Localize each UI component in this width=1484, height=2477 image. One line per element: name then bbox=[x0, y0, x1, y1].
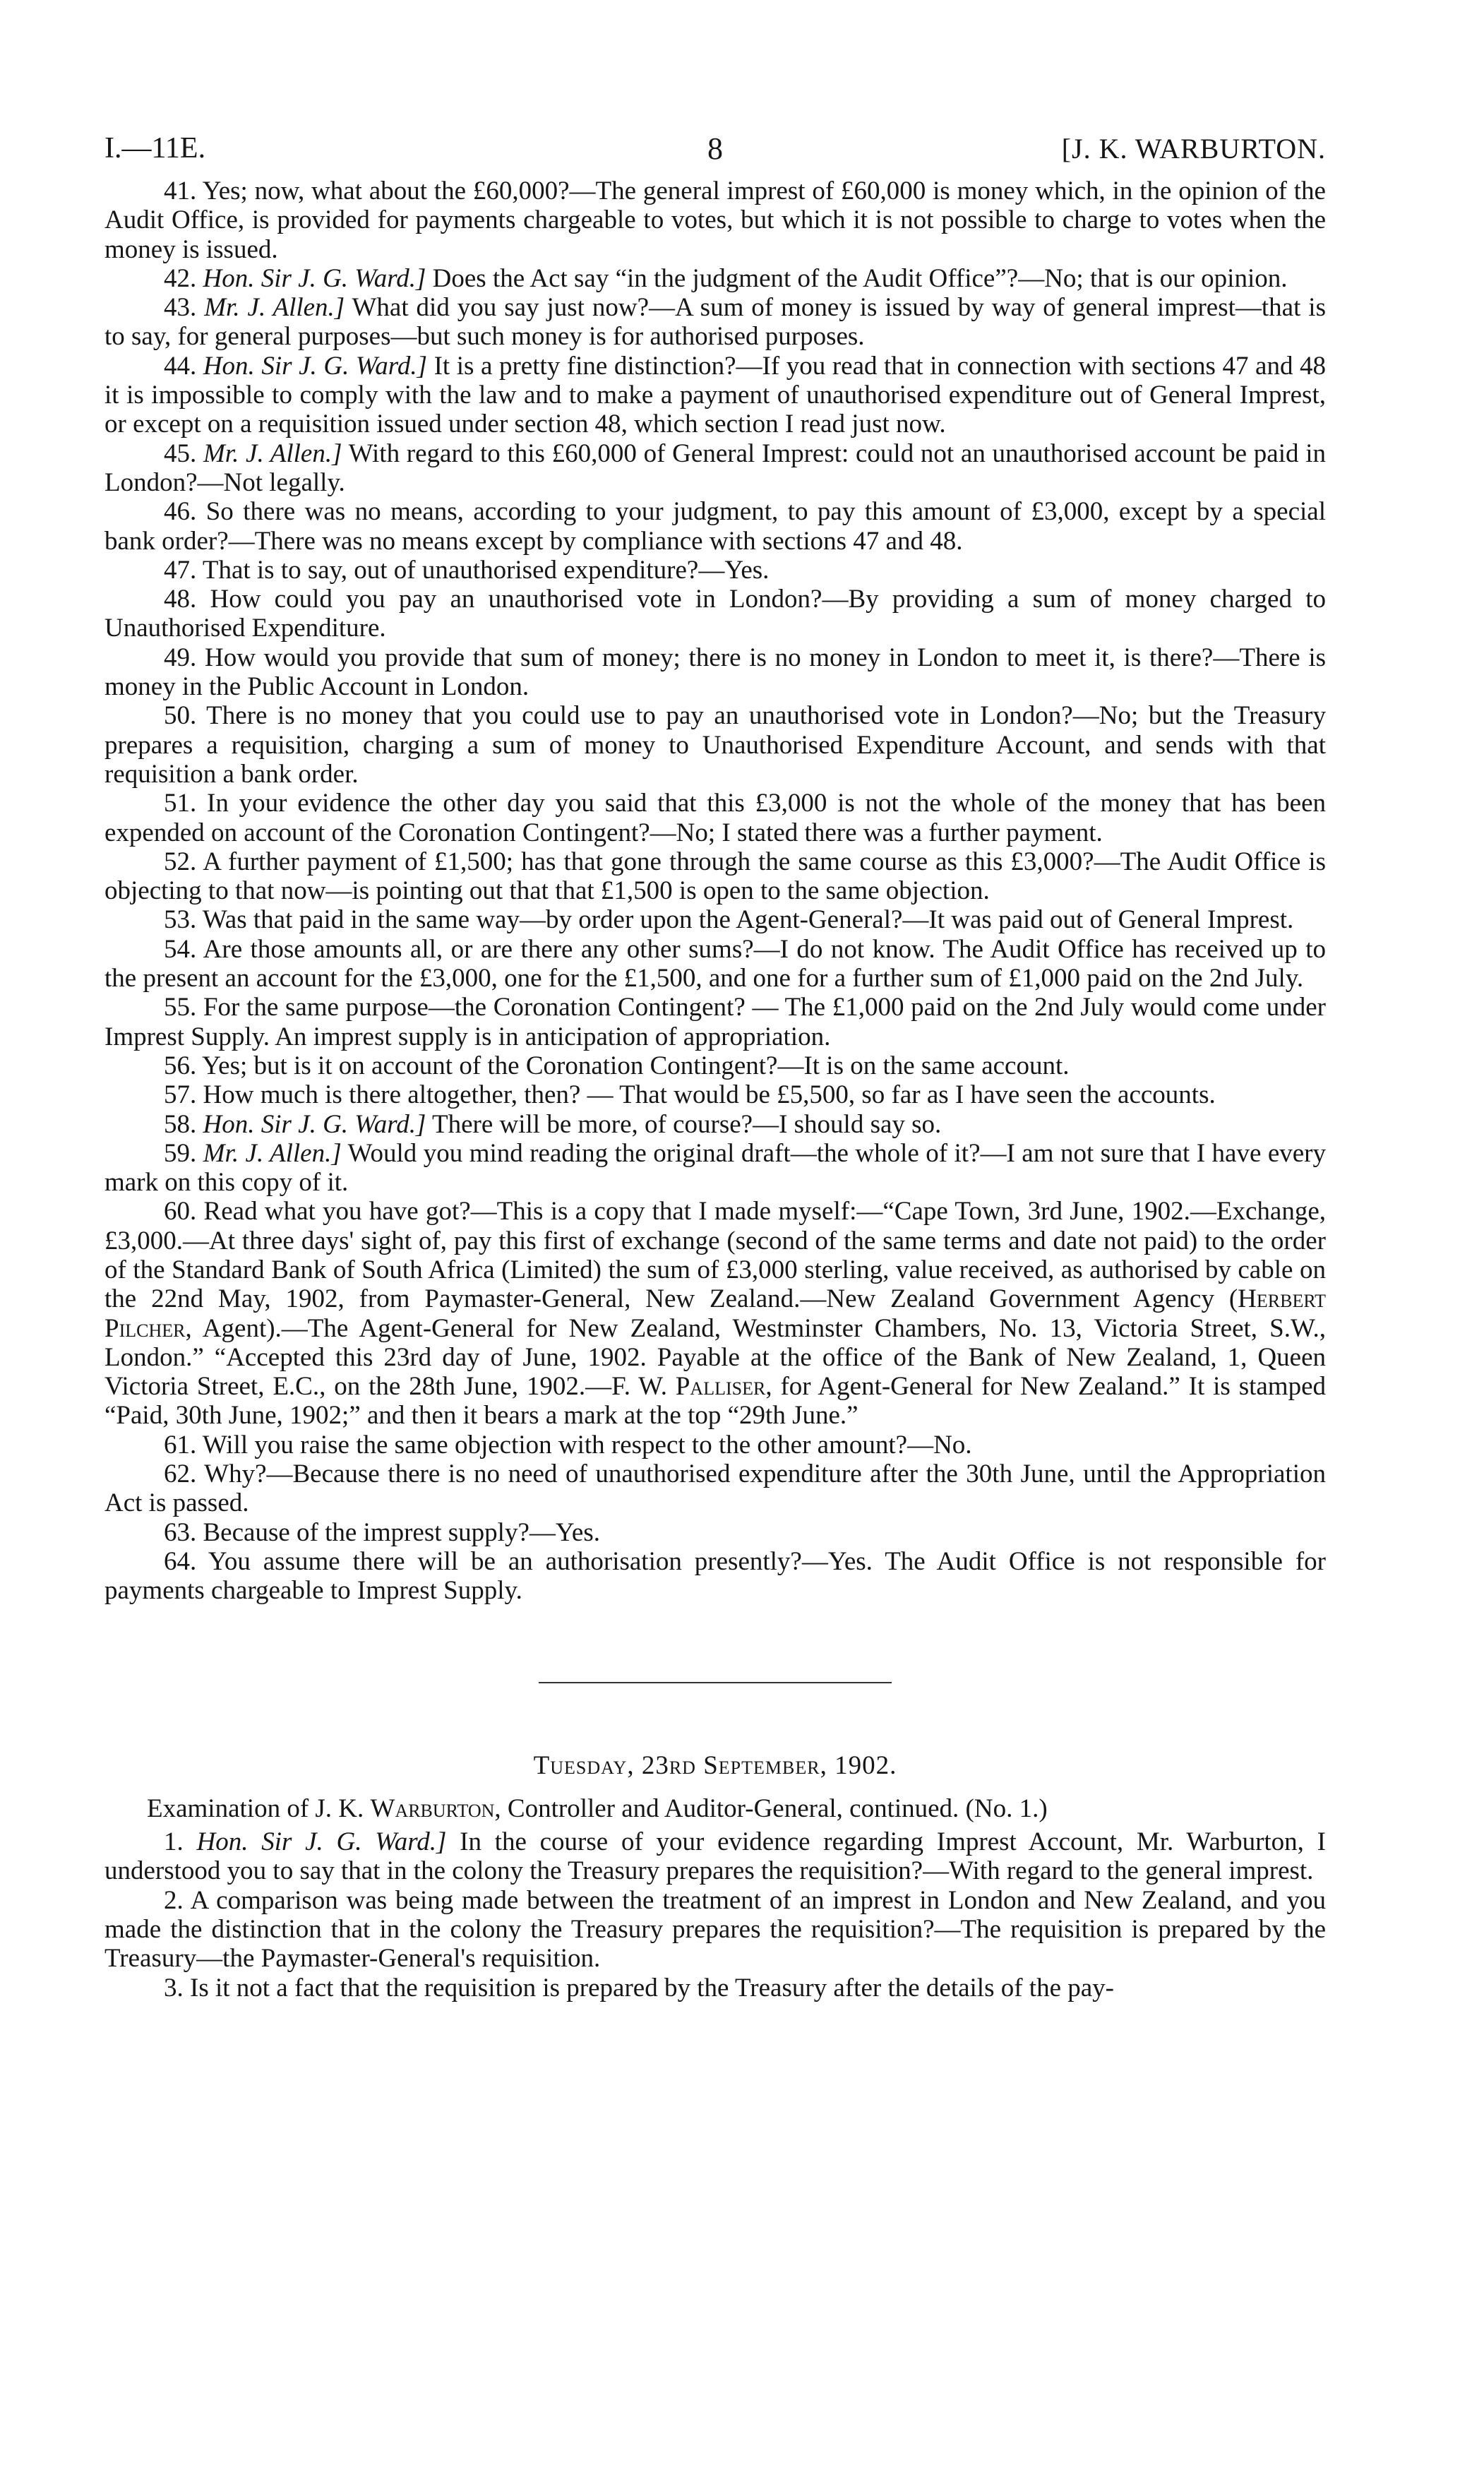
question-text: Is it not a fact that the requisition is prepared by the Treasury after the details of the pay- bbox=[190, 1973, 1115, 2003]
speaker-name: Hon. Sir J. G. Ward.] bbox=[203, 1109, 426, 1139]
question-text: That is to say, out of unauthorised expenditure?—Yes. bbox=[202, 555, 770, 585]
question-number: 44. bbox=[164, 351, 197, 381]
person-name: Warburton bbox=[370, 1793, 495, 1823]
question-paragraph bbox=[104, 1431, 1326, 1460]
question-text: Yes; now, what about the £60,000?—The general imprest of £60,000 is money which, in the opinion of the Audit Office, is provided for payments chargeable to votes, but which it is not possible to charge to votes when the money is issued. bbox=[104, 177, 1326, 264]
question-number: 54. bbox=[164, 934, 197, 964]
question-number: 43. bbox=[164, 293, 197, 323]
question-text: What did you say just now?—A sum of money is issued by way of general imprest—that is to say, for general purposes—but such money is for authorised purposes. bbox=[104, 293, 1326, 352]
speaker-name: Hon. Sir J. G. Ward.] bbox=[203, 263, 426, 293]
person-name: Palliser bbox=[675, 1372, 766, 1402]
date-heading: Tuesday, 23rd September, 1902. bbox=[533, 1750, 897, 1780]
question-text: Does the Act say “in the judgment of the Audit Office”?—No; that is our opinion. bbox=[432, 263, 1288, 293]
question-text: , for Agent-General for New Zealand.” It is stamped “Paid, 30th June, 1902;” and then it bears a mark at the top “29th June.” bbox=[104, 1372, 1326, 1431]
question-number: 61. bbox=[164, 1430, 197, 1460]
question-text: Would you mind reading the original draft—the whole of it?—I am not sure that I have every mark on this copy of it. bbox=[104, 1138, 1326, 1198]
question-number: 53. bbox=[164, 905, 197, 935]
person-name: Herbert Pilcher bbox=[104, 1284, 1326, 1343]
question-paragraph bbox=[104, 1547, 1326, 1606]
question-paragraph bbox=[104, 1080, 1326, 1109]
question-paragraph bbox=[104, 177, 1326, 264]
question-paragraph bbox=[104, 789, 1326, 847]
question-text: In the course of your evidence regarding Imprest Account, Mr. Warburton, I understood you to say that in the colony the Treasury prepares the requisition?—With regard to the general imprest. bbox=[104, 1827, 1326, 1886]
question-paragraph bbox=[104, 643, 1326, 702]
questions-part-1 bbox=[104, 177, 1326, 1197]
question-text: , Agent).—The Agent-General for New Zealand, Westminster Chambers, No. 13, Victoria Street, S.W., London.” “Accepted this 23rd day of June, 1902. Payable at the office of the Bank of New Zealand, 1, Queen Victoria Street, E.C., on the 28th June, 1902.—F. W. bbox=[104, 1313, 1326, 1402]
question-text: Why?—Because there is no need of unauthorised expenditure after the 30th June, until the Appropriation Act is passed. bbox=[104, 1460, 1326, 1518]
speaker-name: Hon. Sir J. G. Ward.] bbox=[203, 351, 427, 381]
speaker-name: Hon. Sir J. G. Ward.] bbox=[196, 1827, 447, 1857]
question-60 bbox=[104, 1197, 1326, 1430]
question-text: Was that paid in the same way—by order upon the Agent-General?—It was paid out of General Imprest. bbox=[202, 905, 1294, 935]
question-text: You assume there will be an authorisation presently?—Yes. The Audit Office is not responsible for payments chargeable to Imprest Supply. bbox=[104, 1546, 1326, 1606]
question-text: With regard to this £60,000 of General Imprest: could not an unauthorised account be paid in London?—Not legally. bbox=[104, 438, 1327, 497]
question-number: 56. bbox=[164, 1051, 197, 1080]
question-number: 49. bbox=[164, 643, 197, 672]
question-number: 51. bbox=[164, 789, 197, 818]
question-number: 2. bbox=[164, 1885, 184, 1915]
questions-part-3 bbox=[104, 1827, 1326, 2003]
question-number: 59. bbox=[164, 1138, 197, 1168]
question-number: 45. bbox=[164, 438, 197, 468]
question-paragraph bbox=[104, 1518, 1326, 1547]
question-text: Yes; but is it on account of the Coronation Contingent?—It is on the same account. bbox=[202, 1051, 1070, 1080]
question-number: 46. bbox=[164, 497, 197, 527]
question-paragraph bbox=[104, 556, 1326, 585]
speaker-name: Mr. J. Allen.] bbox=[203, 438, 342, 468]
question-text: A further payment of £1,500; has that gone through the same course as this £3,000?—The Audit Office is objecting to that now—is pointing out that that £1,500 is open to the same objection. bbox=[104, 847, 1326, 906]
question-text: How much is there altogether, then? — That would be £5,500, so far as I have seen the accounts. bbox=[203, 1080, 1216, 1110]
section-divider bbox=[539, 1682, 892, 1683]
question-text: So there was no means, according to your judgment, to pay this amount of £3,000, except by a special bank order?—There was no means except by compliance with sections 47 and 48. bbox=[104, 497, 1327, 556]
question-paragraph bbox=[104, 847, 1326, 906]
question-number: 42. bbox=[164, 263, 197, 293]
question-text: In your evidence the other day you said that this £3,000 is not the whole of the money that has been expended on account of the Coronation Contingent?—No; I stated there was a further payment. bbox=[104, 789, 1327, 847]
question-number: 60. bbox=[164, 1197, 197, 1226]
question-paragraph bbox=[104, 1051, 1326, 1080]
question-text: A comparison was being made between the treatment of an imprest in London and New Zealand, and you made the distinction that in the colony the Treasury prepares the requisition?—The requisition is prepared by the Treasury—the Paymaster-General's requisition. bbox=[104, 1885, 1326, 1974]
question-paragraph bbox=[104, 935, 1326, 993]
questions-part-2 bbox=[104, 1431, 1326, 1606]
question-paragraph bbox=[104, 439, 1326, 498]
question-text: Are those amounts all, or are there any other sums?—I do not know. The Audit Office has received up to the present an account for the £3,000, one for the £1,500, and one for a further sum of £1,000 paid on the 2nd July. bbox=[104, 934, 1326, 993]
question-text: There is no money that you could use to pay an unauthorised vote in London?—No; but the Treasury prepares a requisition, charging a sum of money to Unauthorised Expenditure Account, and sends with that requisition a bank order. bbox=[104, 701, 1326, 789]
question-paragraph bbox=[104, 905, 1326, 934]
page-number: 8 bbox=[707, 131, 723, 166]
question-paragraph bbox=[104, 497, 1326, 556]
question-text: Will you raise the same objection with respect to the other amount?—No. bbox=[202, 1430, 972, 1460]
question-number: 3. bbox=[164, 1973, 184, 2003]
question-paragraph bbox=[104, 352, 1326, 439]
question-text: There will be more, of course?—I should say so. bbox=[432, 1109, 942, 1139]
page-header bbox=[104, 131, 1326, 177]
question-number: 50. bbox=[164, 701, 197, 731]
question-paragraph bbox=[104, 293, 1326, 352]
question-paragraph bbox=[104, 701, 1326, 789]
question-text: It is a pretty fine distinction?—If you read that in connection with sections 47 and 48 it is impossible to comply with the law and to make a payment of unauthorised expenditure out of General Imprest, or except on a requisition issued under section 48, which section I read just now. bbox=[104, 351, 1327, 439]
speaker-name: Mr. J. Allen.] bbox=[203, 1138, 342, 1168]
examination-heading: Examination of J. K. Warburton, Controller and Auditor-General, continued. (No. 1.) bbox=[147, 1793, 1048, 1823]
question-text: How would you provide that sum of money; there is no money in London to meet it, is there?—There is money in the Public Account in London. bbox=[104, 643, 1327, 702]
question-number: 55. bbox=[164, 993, 197, 1022]
question-paragraph bbox=[104, 1974, 1326, 2003]
question-text: For the same purpose—the Coronation Contingent? — The £1,000 paid on the 2nd July would come under Imprest Supply. An imprest supply is in anticipation of appropriation. bbox=[104, 993, 1326, 1051]
question-number: 41. bbox=[164, 177, 197, 205]
question-paragraph bbox=[104, 1110, 1326, 1139]
question-paragraph bbox=[104, 1886, 1326, 1974]
question-paragraph bbox=[104, 1460, 1326, 1518]
question-number: 58. bbox=[164, 1109, 197, 1139]
question-number: 57. bbox=[164, 1080, 197, 1110]
speaker-name: Mr. J. Allen.] bbox=[204, 293, 345, 323]
question-number: 63. bbox=[164, 1517, 197, 1547]
question-text: Read what you have got?—This is a copy that I made myself:—“Cape Town, 3rd June, 1902.—Exchange, £3,000.—At three days' sight of, pay this first of exchange (second of the same terms and date not paid) to the order of the Standard Bank of South Africa (Limited) the sum of £3,000 sterling, value received, as authorised by cable on the 22nd May, 1902, from Paymaster-General, New Zealand.—New Zealand Government Agency ( bbox=[104, 1197, 1327, 1314]
question-number: 48. bbox=[164, 585, 197, 614]
question-number: 62. bbox=[164, 1460, 197, 1489]
paper-reference: I.—11E. bbox=[104, 132, 206, 165]
question-number: 47. bbox=[164, 555, 197, 585]
question-paragraph bbox=[104, 1139, 1326, 1198]
document-page bbox=[104, 131, 1327, 2003]
question-paragraph bbox=[104, 585, 1326, 643]
question-paragraph bbox=[104, 264, 1326, 293]
question-paragraph bbox=[104, 1827, 1326, 1886]
question-number: 64. bbox=[164, 1546, 197, 1576]
witness-name: [J. K. WARBURTON. bbox=[1061, 133, 1326, 165]
question-number: 52. bbox=[164, 847, 197, 876]
question-paragraph bbox=[104, 993, 1326, 1051]
question-text: How could you pay an unauthorised vote in London?—By providing a sum of money charged to Unauthorised Expenditure. bbox=[104, 585, 1326, 643]
question-text: Because of the imprest supply?—Yes. bbox=[203, 1517, 600, 1547]
question-number: 1. bbox=[164, 1827, 184, 1857]
